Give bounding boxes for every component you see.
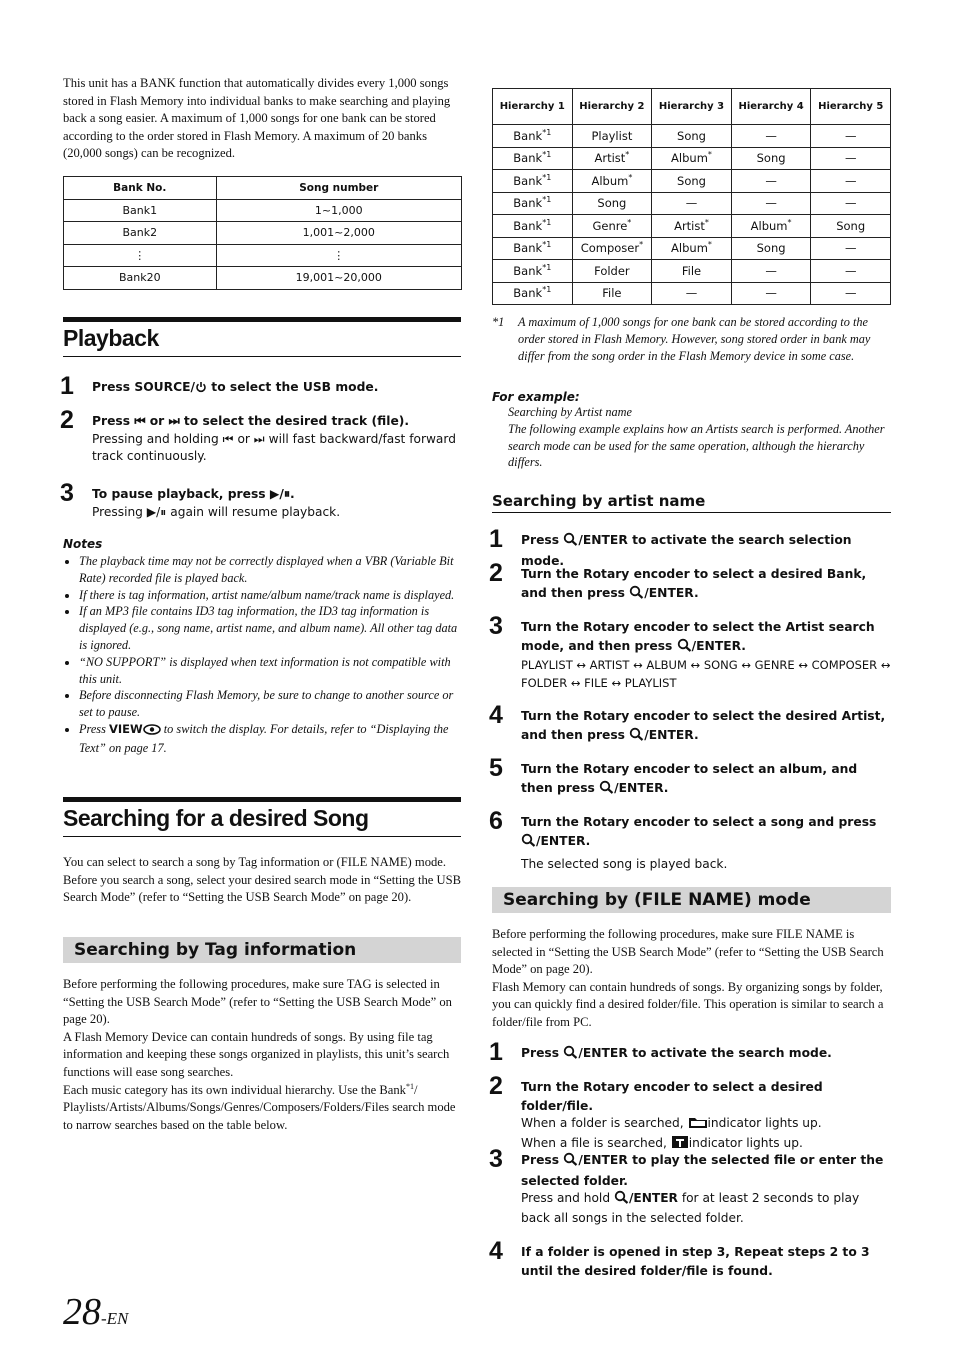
table-cell: — — [731, 170, 811, 193]
search-icon — [521, 833, 536, 853]
table-cell: Bank$^{*1}$ — [493, 260, 573, 283]
step-subtext-part: indicator lights up. — [707, 1116, 822, 1130]
table-cell: — — [731, 192, 811, 215]
table-cell: Album* — [652, 237, 732, 260]
table-cell: Bank$^{*1}$ — [493, 125, 573, 148]
step-text: to select the desired track (file). — [179, 414, 410, 428]
footnote-mark: *1 — [492, 315, 505, 329]
table-row — [493, 147, 891, 170]
notes-heading: Notes — [63, 537, 103, 551]
view-key: VIEW — [108, 721, 143, 736]
tag-text-part: Each music category has its own individual hierarchy. Use the Bank — [63, 1082, 406, 1097]
table-cell: Album* — [731, 215, 811, 238]
table-row — [493, 282, 891, 305]
filename-step-4 — [489, 1237, 891, 1280]
table-cell: — — [652, 282, 732, 305]
tag-paragraph — [63, 1082, 461, 1135]
note-item — [79, 721, 461, 757]
step-subtext-part: Press and hold — [521, 1191, 611, 1205]
table-cell: File — [652, 260, 732, 283]
table-cell: 1,001~2,000 — [216, 222, 461, 245]
table-cell: Bank$^{*1}$ — [493, 215, 573, 238]
step-text: Press /ENTER to activate the search selection mode. — [521, 533, 852, 568]
col-header: Hierarchy 1 — [493, 89, 573, 125]
filename-step-1 — [489, 1038, 891, 1066]
step-text: to play the selected file or enter the selected folder. — [521, 1153, 884, 1188]
enter-key: /ENTER — [578, 1153, 628, 1167]
table-cell: — — [811, 237, 891, 260]
step-number: 2 — [60, 406, 74, 434]
table-cell: Album* — [652, 147, 732, 170]
enter-key: /ENTER — [578, 1046, 628, 1060]
filename-text — [492, 926, 891, 1032]
example-block — [492, 390, 891, 471]
step-subtext-part: When a folder is searched, — [521, 1116, 684, 1130]
example-line: The following example explains how an Artists search is performed. Another search mode can be used for the same operation, although the hierarchy differs. — [508, 421, 885, 470]
search-song-heading: Searching for a desired Song — [63, 797, 461, 837]
table-cell: ⋮ — [216, 244, 461, 267]
power-icon — [195, 380, 207, 399]
bank-table-wrap — [63, 176, 462, 290]
step-number: 1 — [489, 525, 503, 553]
step-text: Press — [521, 1153, 560, 1167]
tag-text-part: / Playlists/Artists/Albums/Songs/Genres/Composers/Folders/Files search mode to narrow searches based on the table below. — [63, 1082, 456, 1132]
step-text: Press — [521, 1046, 560, 1060]
step-text: to select the USB mode. — [207, 380, 379, 394]
table-cell: Bank$^{*1}$ — [493, 170, 573, 193]
artist-step-3 — [489, 612, 891, 692]
eye-icon — [143, 723, 161, 740]
search-icon — [563, 1152, 578, 1172]
example-line: Searching by Artist name — [508, 405, 632, 419]
table-cell: — — [731, 125, 811, 148]
table-cell: Song — [731, 237, 811, 260]
play-pause-key: ▶/⏸ — [269, 487, 290, 501]
table-cell: 1~1,000 — [216, 199, 461, 222]
step-text: If a folder is opened in step 3, Repeat steps 2 to 3 until the desired folder/file is found. — [521, 1245, 870, 1278]
table-cell: — — [811, 125, 891, 148]
step-subtext: Pressing ▶/⏸ again will resume playback. — [92, 504, 341, 519]
table-cell: — — [811, 192, 891, 215]
table-cell: Bank$^{*1}$ — [493, 192, 573, 215]
step-number: 3 — [489, 612, 503, 640]
step-subtext-part: for at least 2 seconds to play back all songs in the selected folder. — [521, 1191, 860, 1225]
table-cell: Composer* — [572, 237, 652, 260]
page-number-value: 28 — [63, 1291, 101, 1333]
artist-step-4 — [489, 701, 891, 746]
step-text: Press — [92, 380, 135, 394]
step-number: 1 — [489, 1038, 503, 1066]
table-cell: Bank20 — [64, 267, 217, 290]
step-number: 2 — [489, 559, 503, 587]
step-number: 4 — [489, 701, 503, 729]
search-mode-cycle: PLAYLIST ↔ ARTIST ↔ ALBUM ↔ SONG ↔ GENRE ↔ COMPOSER ↔ FOLDER ↔ FILE ↔ PLAYLIST — [521, 658, 891, 690]
step-subtext: Pressing and holding ⏮ or ⏭ will fast backward/fast forward track continuously. — [92, 431, 456, 464]
footnote-text: A maximum of 1,000 songs for one bank can be stored according to the order stored in Flash Memory. However, song stored order in bank may differ from the song order in the Flash Memory device in some case. — [518, 315, 871, 363]
step-subtext: The selected song is played back. — [521, 857, 728, 871]
step-text: to activate the search mode. — [632, 1046, 832, 1060]
hierarchy-table-wrap — [492, 88, 891, 305]
step-number: 5 — [489, 754, 503, 782]
artist-heading: Searching by artist name — [492, 492, 891, 513]
table-cell: Bank1 — [64, 199, 217, 222]
playback-step-3 — [60, 479, 461, 521]
step-number: 3 — [489, 1145, 503, 1173]
table-cell: — — [731, 260, 811, 283]
table-cell: Song — [652, 125, 732, 148]
table-cell: — — [811, 147, 891, 170]
table-cell: Playlist — [572, 125, 652, 148]
table-cell: ⋮ — [64, 244, 217, 267]
playback-step-1 — [60, 372, 461, 400]
playback-step-2 — [60, 406, 461, 466]
footnote-ref: *1 — [405, 1081, 414, 1091]
example-heading: For example: — [492, 390, 580, 404]
footnote — [492, 314, 891, 364]
page-number — [63, 1290, 128, 1334]
search-icon — [599, 780, 614, 800]
step-subtext — [521, 1115, 891, 1135]
playback-heading: Playback — [63, 317, 461, 357]
artist-step-5 — [489, 754, 891, 799]
table-cell: — — [652, 192, 732, 215]
filename-paragraph: Flash Memory can contain hundreds of songs. By organizing songs by folder, you can quickly find a desired folder/file. This operation is similar to search a folder/file from PC. — [492, 979, 884, 1029]
artist-step-6 — [489, 807, 891, 874]
table-cell: Artist* — [652, 215, 732, 238]
table-cell: — — [811, 282, 891, 305]
source-key: SOURCE/ — [134, 380, 196, 394]
table-row — [493, 260, 891, 283]
col-header: Song number — [216, 177, 461, 200]
table-cell: File — [572, 282, 652, 305]
step-text: . — [290, 487, 295, 501]
table-cell: Song — [731, 147, 811, 170]
col-header: Hierarchy 4 — [731, 89, 811, 125]
tag-heading: Searching by Tag information — [63, 937, 461, 963]
search-intro: You can select to search a song by Tag information or (FILE NAME) mode. Before you search a song, select your desired search mode in “Setting the USB Search Mode” (refer to “Setting the USB Search Mode” on page 20). — [63, 855, 461, 905]
notes-block — [63, 537, 461, 757]
table-cell: 19,001~20,000 — [216, 267, 461, 290]
search-icon — [563, 1045, 578, 1065]
table-row — [493, 215, 891, 238]
table-cell: Genre* — [572, 215, 652, 238]
search-icon — [677, 638, 692, 658]
step-text: Turn the Rotary encoder to select the desired Artist, and then press /ENTER. — [521, 707, 891, 746]
note-text: to switch the display. For details, refer to “Displaying the Text” on page 17. — [79, 721, 449, 755]
step-text: Turn the Rotary encoder to select an album, and then press /ENTER. — [521, 760, 891, 799]
search-icon — [614, 1190, 629, 1210]
tag-paragraph: A Flash Memory Device can contain hundreds of songs. By using file tag information and keeping these songs organized in playlists, this unit’s search functions will ease song searches. — [63, 1029, 450, 1079]
search-icon — [629, 727, 644, 747]
note-text: Press — [79, 721, 109, 736]
step-text: Press — [92, 414, 135, 428]
filename-paragraph: Before performing the following procedures, make sure FILE NAME is selected in “Setting the USB Search Mode” (refer to “Setting the USB Search Mode” on page 20). — [492, 927, 884, 977]
note-item: • If an MP3 file contains ID3 tag information, the ID3 tag information is displayed (e.g., song name, artist name, and album name). All other tag data is ignored. — [79, 603, 461, 653]
table-row — [493, 170, 891, 193]
note-item: • The playback time may not be correctly displayed when a VBR (Variable Bit Rate) recorded file is played back. — [79, 553, 461, 587]
note-item: • If there is tag information, artist name/album name/track name is displayed. — [79, 587, 461, 604]
search-icon — [563, 532, 578, 552]
step-subtext-part: indicator lights up. — [688, 1135, 803, 1150]
col-header: Hierarchy 5 — [811, 89, 891, 125]
table-cell: Artist* — [572, 147, 652, 170]
note-item: • Before disconnecting Flash Memory, be sure to change to another source or set to pause. — [79, 687, 461, 721]
filename-step-3 — [489, 1145, 891, 1227]
step-number: 1 — [60, 372, 74, 400]
table-cell: Bank$^{*1}$ — [493, 147, 573, 170]
artist-step-2 — [489, 559, 891, 604]
table-cell: — — [811, 260, 891, 283]
table-row — [493, 237, 891, 260]
bank-table — [63, 176, 462, 290]
step-text: To pause playback, press — [92, 487, 270, 501]
bank-intro: This unit has a BANK function that automatically divides every 1,000 songs stored in Flash Memory into individual banks to make searching and playing back a song easier. A maximum of 1,000 songs for one bank can be stored according to the order stored in Flash Memory. A maximum of 20 banks (20,000 songs) can be recognized. — [63, 76, 451, 161]
step-text: Turn the Rotary encoder to select a desired Bank, and then press /ENTER. — [521, 565, 891, 604]
table-cell: Bank$^{*1}$ — [493, 282, 573, 305]
table-cell: Folder — [572, 260, 652, 283]
step-number: 4 — [489, 1237, 503, 1265]
search-icon — [629, 585, 644, 605]
table-row — [493, 192, 891, 215]
folder-indicator-icon — [688, 1116, 708, 1135]
col-header: Bank No. — [64, 177, 217, 200]
tag-text — [63, 976, 461, 1134]
step-number: 3 — [60, 479, 74, 507]
step-number: 6 — [489, 807, 503, 835]
step-text: Turn the Rotary encoder to select a song and press /ENTER. — [521, 813, 891, 852]
step-subtext-part: When a file is searched, — [521, 1135, 667, 1150]
table-cell: Bank2 — [64, 222, 217, 245]
page-suffix: -EN — [101, 1309, 129, 1328]
table-cell: — — [731, 282, 811, 305]
table-row — [493, 125, 891, 148]
step-text: Turn the Rotary encoder to select a desired folder/file. — [521, 1080, 823, 1113]
table-cell: Song — [652, 170, 732, 193]
filename-heading: Searching by (FILE NAME) mode — [492, 887, 891, 913]
table-cell: Album* — [572, 170, 652, 193]
col-header: Hierarchy 3 — [652, 89, 732, 125]
note-item: • “NO SUPPORT” is displayed when text information is not compatible with this unit. — [79, 654, 461, 688]
table-cell: Song — [572, 192, 652, 215]
table-cell: Bank$^{*1}$ — [493, 237, 573, 260]
step-subtext — [521, 1190, 891, 1227]
enter-key: /ENTER — [628, 1191, 678, 1205]
table-cell: Song — [811, 215, 891, 238]
filename-step-2 — [489, 1072, 891, 1154]
col-header: Hierarchy 2 — [572, 89, 652, 125]
step-text: Turn the Rotary encoder to select the Artist search mode, and then press /ENTER. — [521, 618, 891, 657]
skip-keys: ⏮ or ⏭ — [134, 414, 180, 428]
tag-paragraph: Before performing the following procedures, make sure TAG is selected in “Setting the USB Search Mode” (refer to “Setting the USB Search Mode” on page 20). — [63, 977, 452, 1027]
step-number: 2 — [489, 1072, 503, 1100]
hierarchy-table — [492, 88, 891, 305]
table-cell: — — [811, 170, 891, 193]
